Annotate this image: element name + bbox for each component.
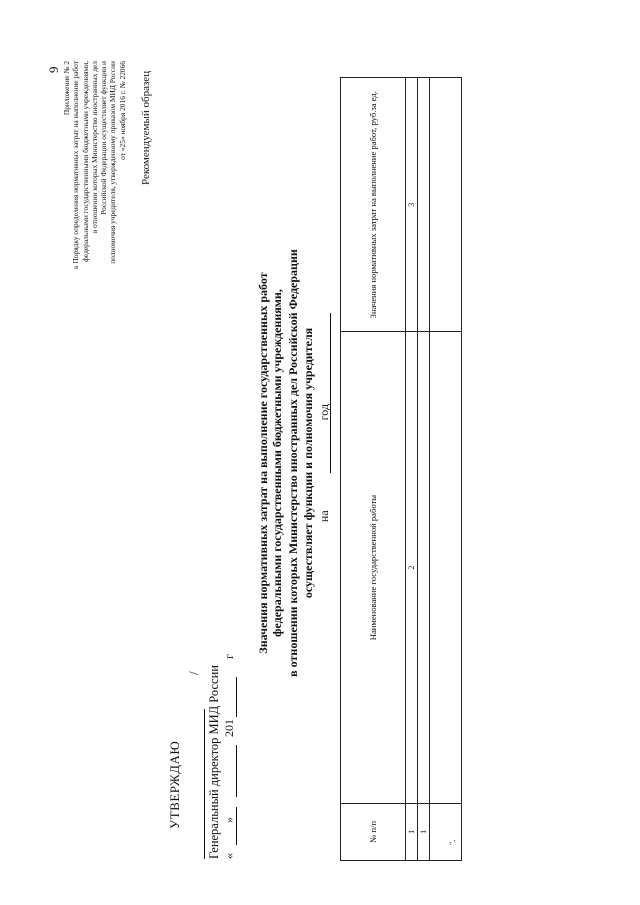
appendix-line: полномочия учредителя, утвержденному приказом МИД России bbox=[108, 61, 118, 264]
approval-title: УТВЕРЖДАЮ bbox=[167, 740, 182, 829]
date-month-line bbox=[236, 745, 237, 797]
table-index-row bbox=[406, 78, 418, 861]
period-suffix: год bbox=[317, 403, 331, 421]
table-cell bbox=[430, 332, 462, 803]
table-cell bbox=[430, 803, 462, 860]
index-cell: 1 bbox=[406, 803, 418, 860]
title-line: федеральными государственными бюджетными учреждениями, bbox=[270, 289, 284, 637]
date-quote-open: « bbox=[222, 853, 236, 859]
date-year-suffix: г bbox=[222, 654, 236, 659]
table-cell bbox=[430, 78, 462, 332]
date-year: 201 bbox=[222, 719, 236, 737]
table-cell bbox=[418, 332, 430, 803]
table-row bbox=[430, 78, 462, 861]
period-line bbox=[330, 313, 331, 473]
table-cell: 1 bbox=[418, 803, 430, 860]
header-num: № п/п bbox=[341, 803, 406, 860]
norm-cost-table bbox=[340, 77, 462, 861]
page-number: 9 bbox=[46, 66, 61, 73]
appendix-note bbox=[62, 61, 127, 321]
appendix-line: в отношении которых Министерство иностранных дел bbox=[89, 61, 99, 234]
signature-line bbox=[194, 709, 205, 859]
sample-note: Рекомендуемый образец bbox=[140, 70, 152, 185]
closing-quote: ". bbox=[448, 839, 457, 845]
header-value: Значения нормативных затрат на выполнение работ, руб.за ед. bbox=[341, 78, 406, 332]
director-title: Генеральный директор МИД России bbox=[207, 665, 221, 859]
title-line: осуществляет функции и полномочия учредителя bbox=[301, 327, 315, 599]
title-line: Значения нормативных затрат на выполнение государственных работ bbox=[256, 272, 270, 654]
appendix-line: к Порядку определения нормативных затрат на выполнение работ bbox=[71, 61, 81, 269]
table-cell bbox=[418, 78, 430, 332]
title-line: в отношении которых Министерство иностранных дел Российской Федерации bbox=[286, 249, 300, 677]
index-cell: 3 bbox=[406, 78, 418, 332]
date-year-line bbox=[236, 677, 237, 717]
approval-date bbox=[222, 719, 237, 859]
date-day-line bbox=[236, 807, 237, 845]
appendix-line: Приложение № 2 bbox=[62, 61, 71, 116]
date-quote-close: » bbox=[222, 817, 236, 823]
header-name: Наименование государственной работы bbox=[341, 332, 406, 803]
signature-slash: / bbox=[186, 671, 201, 675]
table-header-row bbox=[341, 78, 406, 861]
appendix-line: Российской Федерации осуществляет функции и bbox=[99, 61, 109, 215]
appendix-line: от «25» ноября 2016 г. № 22066 bbox=[117, 61, 127, 160]
period-prefix: на bbox=[317, 510, 331, 523]
appendix-line: федеральными государственными бюджетными учреждениями, bbox=[80, 61, 90, 262]
index-cell: 2 bbox=[406, 332, 418, 803]
table-row bbox=[418, 78, 430, 861]
